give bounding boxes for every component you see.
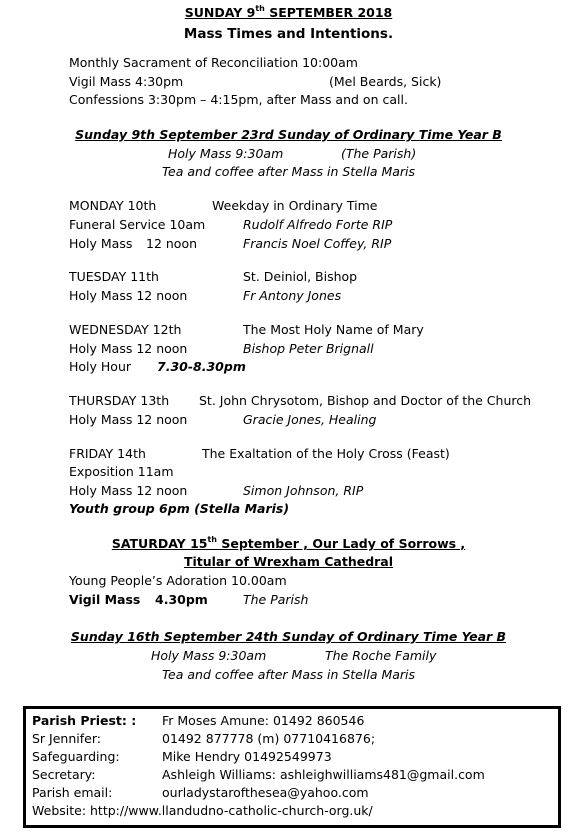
friday-feast: The Exaltation of the Holy Cross (Feast) bbox=[202, 446, 450, 461]
thursday-mass: Holy Mass 12 noon bbox=[69, 412, 188, 427]
saturday-vigil-intention: The Parish bbox=[243, 592, 309, 607]
wednesday-holy-hour-time: 7.30-8.30pm bbox=[157, 359, 246, 374]
sunday-9-tea: Tea and coffee after Mass in Stella Maris bbox=[161, 164, 416, 179]
saturday-vigil-time: 4.30pm bbox=[155, 592, 208, 607]
monday-funeral-intention: Rudolf Alfredo Forte RIP bbox=[243, 217, 393, 232]
saturday-heading-text: SATURDAY 15 bbox=[111, 536, 208, 551]
sunday-16-intention: The Roche Family bbox=[325, 648, 437, 663]
sunday-9-mass: Holy Mass 9:30am bbox=[168, 146, 284, 161]
confessions-line: Confessions 3:30pm – 4:15pm, after Mass and on call. bbox=[69, 92, 408, 107]
monday-mass-intention: Francis Noel Coffey, RIP bbox=[243, 236, 392, 251]
safeguarding-value: Mike Hendry 01492549973 bbox=[162, 749, 332, 764]
safeguarding-label: Safeguarding: bbox=[32, 749, 120, 764]
wednesday-mass-intention: Bishop Peter Brignall bbox=[243, 341, 374, 356]
sister-value: 01492 877778 (m) 07710416876; bbox=[162, 731, 376, 746]
priest-label: Parish Priest: : bbox=[32, 713, 137, 728]
reconciliation-line: Monthly Sacrament of Reconciliation 10:00am bbox=[69, 55, 358, 70]
saturday-heading-text-rest: September , Our Lady of Sorrows , bbox=[217, 536, 466, 551]
page-title: Mass Times and Intentions. bbox=[183, 26, 394, 42]
sister-label: Sr Jennifer: bbox=[32, 731, 101, 746]
website-line: Website: http://www.llandudno-catholic-church-org.uk/ bbox=[32, 803, 373, 818]
wednesday-day: WEDNESDAY 12th bbox=[69, 322, 182, 337]
friday-mass: Holy Mass 12 noon bbox=[69, 483, 188, 498]
date-suffix: th bbox=[255, 3, 265, 13]
thursday-day: THURSDAY 13th bbox=[69, 393, 170, 408]
secretary-label: Secretary: bbox=[32, 767, 96, 782]
monday-funeral: Funeral Service 10am bbox=[69, 217, 206, 232]
secretary-value: Ashleigh Williams: ashleighwilliams481@gmail.com bbox=[162, 767, 485, 782]
email-value: ourladystarofthesea@yahoo.com bbox=[162, 785, 369, 800]
date-text-rest: SEPTEMBER 2018 bbox=[264, 5, 393, 20]
wednesday-holy-hour: Holy Hour bbox=[69, 359, 131, 374]
sunday-16-mass: Holy Mass 9:30am bbox=[151, 648, 267, 663]
friday-exposition: Exposition 11am bbox=[69, 464, 174, 479]
priest-value: Fr Moses Amune: 01492 860546 bbox=[162, 713, 365, 728]
friday-youth-group: Youth group 6pm (Stella Maris) bbox=[69, 501, 290, 516]
saturday-15-subheading: Titular of Wrexham Cathedral bbox=[183, 554, 394, 569]
monday-day: MONDAY 10th bbox=[69, 198, 157, 213]
thursday-feast: St. John Chrysotom, Bishop and Doctor of the Church bbox=[199, 393, 532, 408]
email-label: Parish email: bbox=[32, 785, 113, 800]
friday-day: FRIDAY 14th bbox=[69, 446, 146, 461]
monday-feast: Weekday in Ordinary Time bbox=[212, 198, 378, 213]
date-text: SUNDAY 9 bbox=[184, 5, 256, 20]
sunday-9-heading: Sunday 9th September 23rd Sunday of Ordinary Time Year B bbox=[75, 127, 502, 142]
tuesday-day: TUESDAY 11th bbox=[69, 269, 159, 284]
monday-mass: Holy Mass bbox=[69, 236, 133, 251]
saturday-vigil-mass: Vigil Mass bbox=[69, 592, 141, 607]
vigil-mass-line: Vigil Mass 4:30pm bbox=[69, 74, 184, 89]
thursday-mass-intention: Gracie Jones, Healing bbox=[243, 412, 377, 427]
sunday-16-tea: Tea and coffee after Mass in Stella Maris bbox=[161, 667, 416, 682]
tuesday-feast: St. Deiniol, Bishop bbox=[243, 269, 358, 284]
vigil-mass-intention: (Mel Beards, Sick) bbox=[329, 74, 442, 89]
saturday-adoration: Young People’s Adoration 10.00am bbox=[69, 573, 287, 588]
friday-mass-intention: Simon Johnson, RIP bbox=[243, 483, 364, 498]
wednesday-feast: The Most Holy Name of Mary bbox=[243, 322, 424, 337]
page-date-heading bbox=[0, 5, 577, 21]
tuesday-mass: Holy Mass 12 noon bbox=[69, 288, 188, 303]
sunday-16-heading: Sunday 16th September 24th Sunday of Ordinary Time Year B bbox=[70, 629, 507, 644]
monday-mass-time: 12 noon bbox=[146, 236, 198, 251]
wednesday-mass: Holy Mass 12 noon bbox=[69, 341, 188, 356]
saturday-15-heading bbox=[0, 536, 577, 552]
sunday-9-intention: (The Parish) bbox=[341, 146, 417, 161]
saturday-heading-suffix: th bbox=[207, 534, 218, 544]
tuesday-mass-intention: Fr Antony Jones bbox=[243, 288, 342, 303]
